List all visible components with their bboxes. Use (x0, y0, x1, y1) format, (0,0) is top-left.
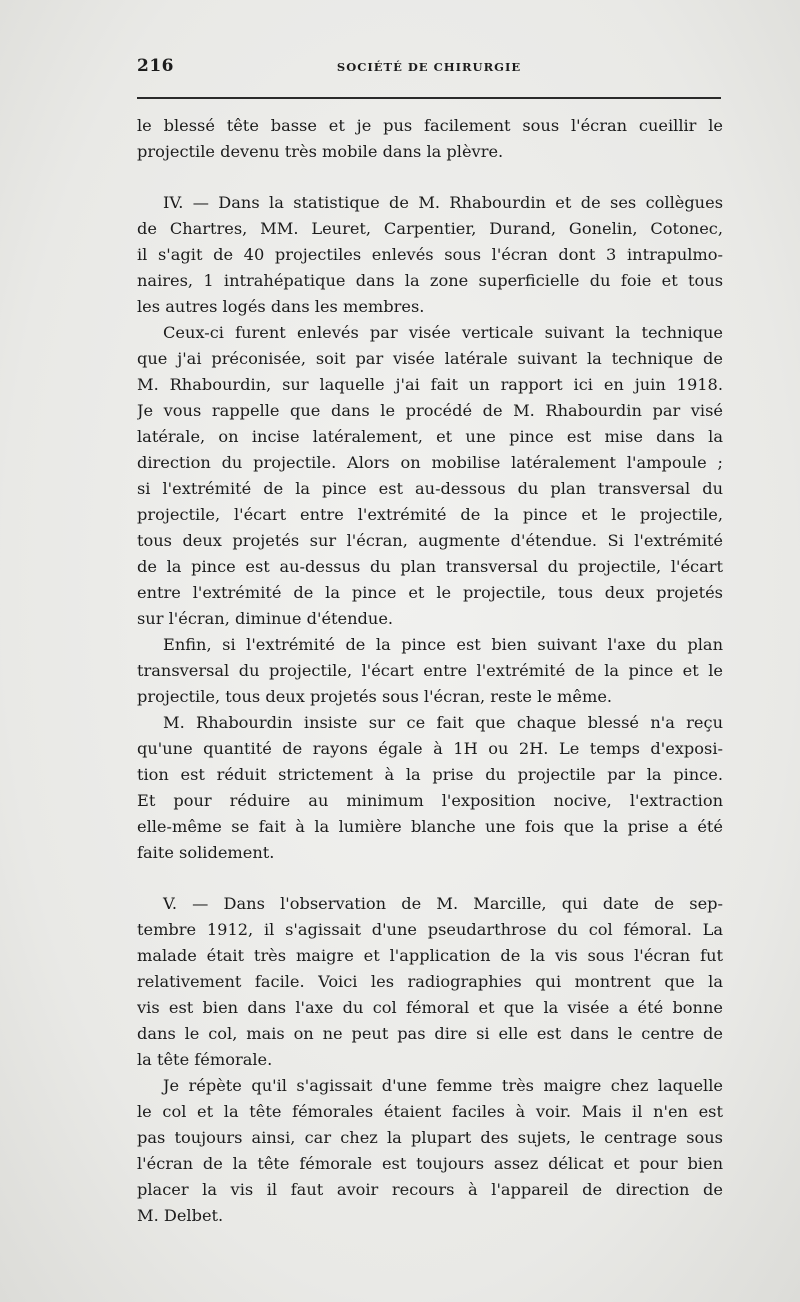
text-line: Je répète qu'il s'agissait d'une femme très maigre chez laquelle (163, 1076, 723, 1095)
text-line: relativement facile. Voici les radiographies qui montrent que la (137, 972, 723, 991)
text-line: il s'agit de 40 projectiles enlevés sous l'écran dont 3 intrapulmo- (137, 245, 723, 264)
text-line: de la pince est au-dessus du plan transversal du projectile, l'écart (137, 557, 723, 576)
text-line: M. Rhabourdin, sur laquelle j'ai fait un rapport ici en juin 1918. (137, 375, 723, 394)
text-line: les autres logés dans les membres. (137, 297, 425, 316)
paragraph-rayons (137, 710, 723, 866)
text-line: IV. — Dans la statistique de M. Rhabourdin et de ses collègues (163, 193, 723, 212)
text-line: elle-même se fait à la lumière blanche une fois que la prise a été (137, 817, 723, 836)
text-line: latérale, on incise latéralement, et une pince est mise dans la (137, 427, 723, 446)
text-line: que j'ai préconisée, soit par visée latérale suivant la technique de (137, 349, 723, 368)
paragraph-section-iv (137, 190, 723, 320)
text-line: Enfin, si l'extrémité de la pince est bien suivant l'axe du plan (163, 635, 723, 654)
text-line: M. Delbet. (137, 1206, 224, 1225)
section-gap (137, 866, 723, 891)
text-line: M. Rhabourdin insiste sur ce fait que chaque blessé n'a reçu (163, 713, 723, 732)
text-line: de Chartres, MM. Leuret, Carpentier, Durand, Gonelin, Cotonec, (137, 219, 723, 238)
text-line: le blessé tête basse et je pus facilement sous l'écran cueillir le (137, 116, 723, 135)
text-line: vis est bien dans l'axe du col fémoral et que la visée a été bonne (137, 998, 723, 1017)
text-line: naires, 1 intrahépatique dans la zone superficielle du foie et tous (137, 271, 723, 290)
paragraph-visee (137, 320, 723, 632)
section-gap (137, 165, 723, 190)
text-line: le col et la tête fémorales étaient faciles à voir. Mais il n'en est (137, 1102, 723, 1121)
text-line: tion est réduit strictement à la prise du projectile par la pince. (137, 765, 723, 784)
text-line: projectile devenu très mobile dans la plèvre. (137, 142, 504, 161)
page-number: 216 (137, 56, 174, 76)
text-line: entre l'extrémité de la pince et le projectile, tous deux projetés (137, 583, 723, 602)
text-line: sur l'écran, diminue d'étendue. (137, 609, 394, 628)
running-title: SOCIÉTÉ DE CHIRURGIE (336, 60, 522, 74)
text-line: tous deux projetés sur l'écran, augmente d'étendue. Si l'extrémité (137, 531, 723, 550)
header-rule (137, 97, 721, 99)
text-line: dans le col, mais on ne peut pas dire si elle est dans le centre de (137, 1024, 723, 1043)
text-line: placer la vis il faut avoir recours à l'appareil de direction de (137, 1180, 723, 1199)
text-line: malade était très maigre et l'application de la vis sous l'écran fut (137, 946, 723, 965)
paragraph-enfin (137, 632, 723, 710)
text-line: tembre 1912, il s'agissait d'une pseudarthrose du col fémoral. La (137, 920, 723, 939)
text-line: pas toujours ainsi, car chez la plupart des sujets, le centrage sous (137, 1128, 723, 1147)
text-line: qu'une quantité de rayons égale à 1H ou 2H. Le temps d'exposi- (137, 739, 723, 758)
text-line: Et pour réduire au minimum l'exposition nocive, l'extraction (137, 791, 723, 810)
text-line: si l'extrémité de la pince est au-dessous du plan transversal du (137, 479, 723, 498)
text-line: Je vous rappelle que dans le procédé de M. Rhabourdin par visé (137, 401, 723, 420)
text-line: Ceux-ci furent enlevés par visée verticale suivant la technique (163, 323, 723, 342)
paragraph-repete (137, 1073, 723, 1229)
text-line: V. — Dans l'observation de M. Marcille, qui date de sep- (163, 894, 723, 913)
text-line: l'écran de la tête fémorale est toujours assez délicat et pour bien (137, 1154, 723, 1173)
text-line: direction du projectile. Alors on mobilise latéralement l'ampoule ; (137, 453, 723, 472)
paragraph-section-v (137, 891, 723, 1073)
text-line: projectile, tous deux projetés sous l'écran, reste le même. (137, 687, 613, 706)
body-text (137, 113, 723, 1229)
page-header (137, 56, 721, 86)
text-line: la tête fémorale. (137, 1050, 273, 1069)
text-line: projectile, l'écart entre l'extrémité de la pince et le projectile, (137, 505, 723, 524)
text-line: faite solidement. (137, 843, 275, 862)
paragraph-continuation (137, 113, 723, 165)
text-line: transversal du projectile, l'écart entre l'extrémité de la pince et le (137, 661, 723, 680)
